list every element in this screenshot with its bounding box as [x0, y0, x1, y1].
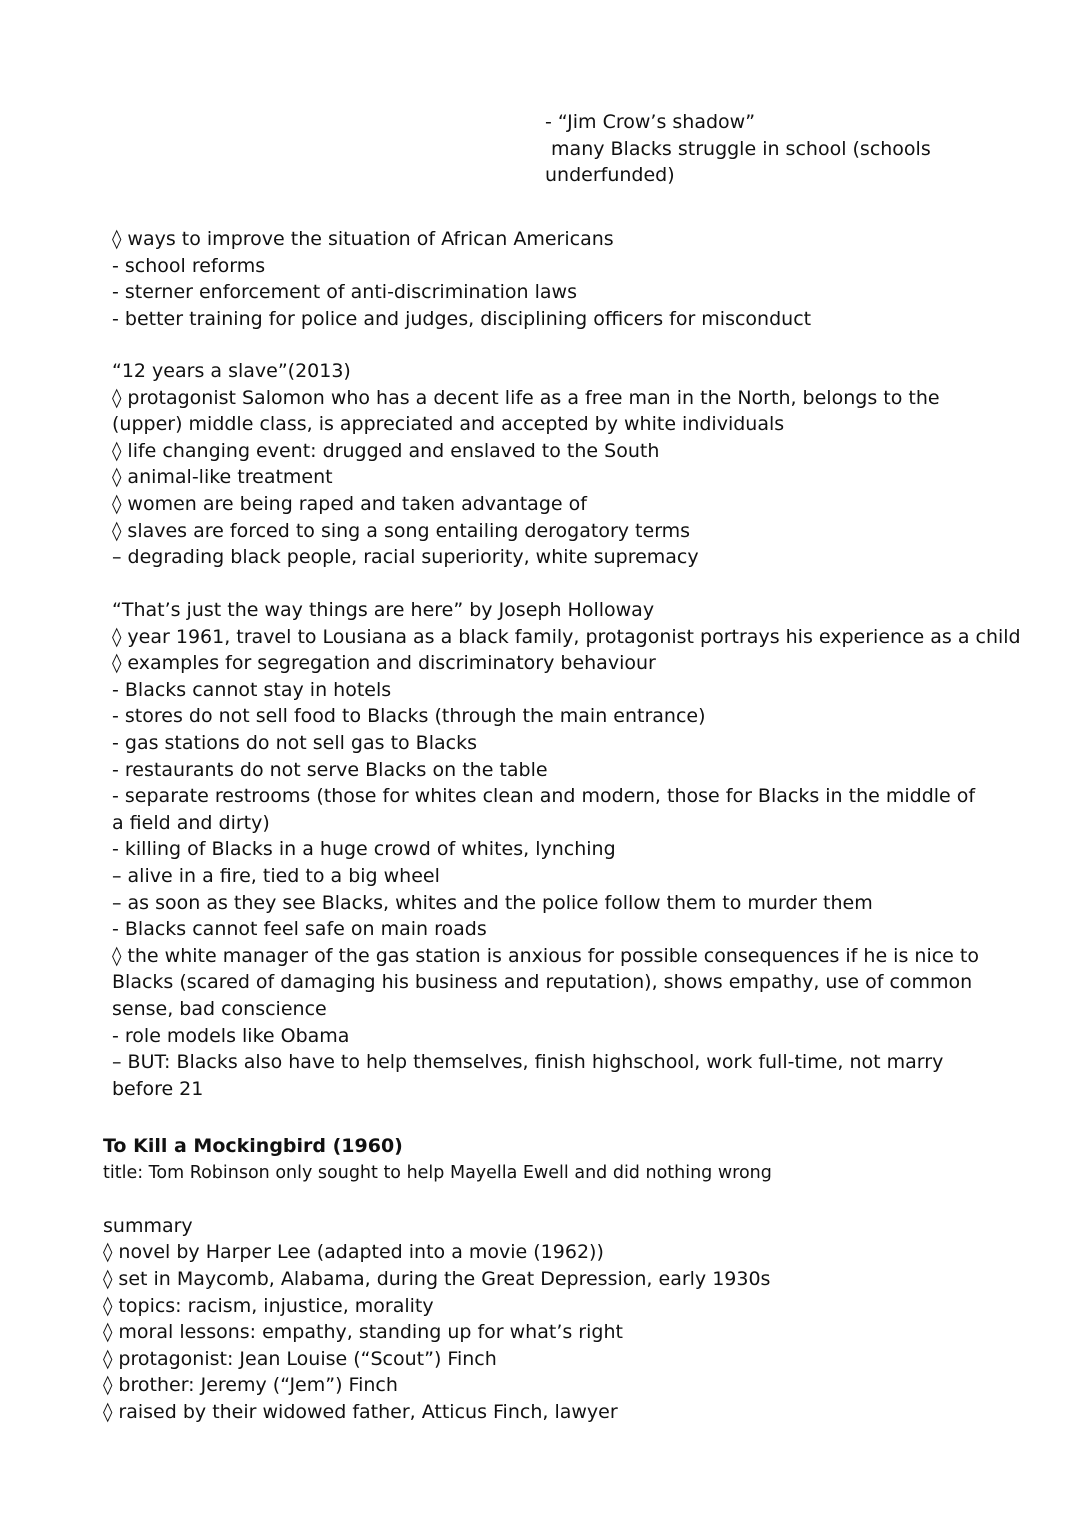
summary-label: summary: [103, 1214, 193, 1237]
text-line: - sterner enforcement of anti-discrimination laws: [112, 281, 577, 304]
text-line: ◊ slaves are forced to sing a song entailing derogatory terms: [112, 519, 691, 542]
text-line: – alive in a fire, tied to a big wheel: [112, 864, 440, 887]
text-line: ◊ animal-like treatment: [112, 466, 333, 489]
text-line: ◊ topics: racism, injustice, morality: [103, 1294, 434, 1317]
text-line: - role models like Obama: [112, 1024, 350, 1047]
text-line: ◊ brother: Jeremy (“Jem”) Finch: [103, 1374, 398, 1397]
text-line: underfunded): [545, 164, 675, 187]
text-line: - killing of Blacks in a huge crowd of whites, lynching: [112, 838, 616, 861]
text-line: - stores do not sell food to Blacks (through the main entrance): [112, 705, 706, 728]
text-line: ◊ novel by Harper Lee (adapted into a movie (1962)): [103, 1241, 604, 1264]
text-line: ◊ life changing event: drugged and enslaved to the South: [112, 439, 660, 462]
text-line: ◊ raised by their widowed father, Atticus Finch, lawyer: [103, 1400, 618, 1423]
text-line: – BUT: Blacks also have to help themselves, finish highschool, work full-time, not marry before 21: [112, 1051, 944, 1100]
text-line: - Blacks cannot stay in hotels: [112, 678, 392, 701]
text-line: ◊ women are being raped and taken advantage of: [112, 492, 587, 515]
text-line: ◊ ways to improve the situation of African Americans: [112, 228, 614, 250]
text-line: ◊ protagonist Salomon who has a decent life as a free man in the North, belongs to the (upper) middle class, is appreciated and accepted by white individuals: [112, 386, 940, 436]
text-line: – as soon as they see Blacks, whites and the police follow them to murder them: [112, 891, 873, 914]
text-line: - better training for police and judges, disciplining officers for misconduct: [112, 307, 812, 330]
section-heading: To Kill a Mockingbird (1960): [103, 1135, 403, 1157]
text-line: ◊ year 1961, travel to Lousiana as a black family, protagonist portrays his experience as a child: [112, 625, 1021, 648]
title-line: title: Tom Robinson only sought to help Mayella Ewell and did nothing wrong: [103, 1162, 772, 1183]
text-line: ◊ the white manager of the gas station is anxious for possible consequences if he is nice to Blacks (scared of damaging his business and reputation), shows empathy, use of common sense, bad conscience: [112, 944, 979, 1020]
text-line: ◊ moral lessons: empathy, standing up for what’s right: [103, 1321, 623, 1344]
mockingbird-section: [103, 1133, 983, 1426]
text-line: - “Jim Crow’s shadow”: [545, 111, 756, 133]
text-line: ◊ set in Maycomb, Alabama, during the Great Depression, early 1930s: [103, 1267, 771, 1290]
text-line: - separate restrooms (those for whites clean and modern, those for Blacks in the middle of a field and dirty): [112, 785, 976, 834]
text-line: – degrading black people, racial superiority, white supremacy: [112, 546, 699, 569]
section-title: “That’s just the way things are here” by Joseph Holloway: [112, 599, 655, 621]
text-line: - restaurants do not serve Blacks on the table: [112, 758, 548, 781]
twelve-years-a-slave-section: [112, 358, 982, 571]
spacer: [103, 1186, 983, 1213]
text-line: ◊ protagonist: Jean Louise (“Scout”) Finch: [103, 1347, 497, 1370]
text-line: many Blacks struggle in school (schools: [545, 137, 931, 160]
text-line: - school reforms: [112, 254, 266, 277]
holloway-section: [112, 597, 1021, 1102]
text-line: - Blacks cannot feel safe on main roads: [112, 918, 487, 941]
jim-crow-note: [545, 109, 945, 189]
section-title: “12 years a slave”(2013): [112, 360, 351, 382]
ways-to-improve-section: [112, 226, 1012, 332]
text-line: ◊ examples for segregation and discriminatory behaviour: [112, 652, 656, 675]
text-line: - gas stations do not sell gas to Blacks: [112, 731, 477, 754]
